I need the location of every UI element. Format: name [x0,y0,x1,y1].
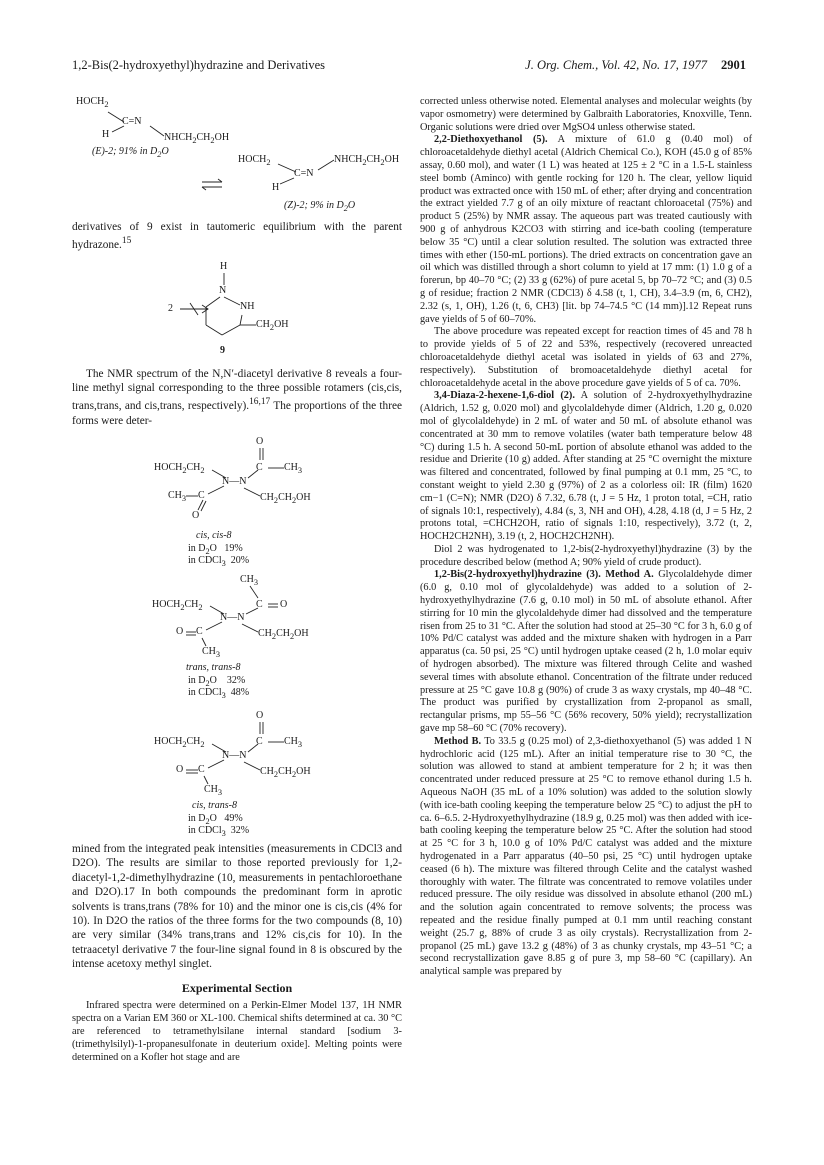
paragraph-integrated-intensities: mined from the integrated peak intensities (measurements in CDCl3 and D2O). The results are similar to those reported previously for 1,2-diacetyl-1,2-dimethylhydrazine (10, measurements in pentachloroethane and D2O).17 In both compounds the predominant form in aprotic solvents is trans,trans (78% for 10) and the minor one is cis,cis (4% for 10). In D2O the ratios of the three forms for the two compounds (8, 10) are very similar (34% trans,trans and 12% cis,cis for 10). In the tetraacetyl derivative 7 the four-line signal found in 8 is obscured by the intense acetoxy methyl singlet. [72,842,402,971]
tt8-o-left: O [176,625,184,637]
tt8-d2o: in $D_2O$ 32% [188,674,246,688]
tt8-hoch2ch2: $HOCH_2CH_2$ [152,598,203,612]
cc8-n-n: N—N [222,475,247,487]
page-number: 2901 [721,58,746,72]
structure-cis-cis-8 [72,436,402,568]
right-column [420,96,752,979]
section-title-experimental: Experimental Section [181,980,293,995]
ct8-cdcl3: in CDCl$_3$ 32% [188,824,250,838]
ct8-d2o: in $D_2O$ 49% [188,812,243,826]
ct8-c-right: C [256,735,263,747]
cc8-o-top: O [256,435,264,447]
cc8-d2o: in $D_2O$ 19% [188,542,243,556]
paragraph-method-a: 1,2-Bis(2-hydroxyethyl)hydrazine (3). Method A. Glycolaldehyde dimer (6.0 g, 0.10 mol of glycolaldehyde) was added to a solution of 2-hydroxyethylhydrazine (7.6 g, 0.10 mol) in 50 mL of absolute ethanol. After stirring for 10 min the glycolaldehyde dimer had dissolved and the temperature risen from 25 to 31 °C. After the solution had stood at 25–30 °C for 3 h, 6.0 g of 10% Pd/C catalyst was added and the mixture shaken with hydrogen in a Parr apparatus (ca. 50 psi, 25 °C) until hydrogen uptake ceased (2 h, 1.0 molar equiv of hydrogen absorbed). The mixture was filtered through Celite and washed several times with absolute ethanol. Concentration of the filtrate under reduced pressure at 25 °C gave 10.8 g (90%) of crude 3 as waxy crystals, mp 40–48 °C. The product was purified by crystallization from 2-propanol as small, rectangular prisms, mp 55–56 °C (56% recovery, 50% yield); recrystallization gave mp 58–60 °C (70% recovery). [420,569,752,735]
paragraph-diol-hydrogenation: Diol 2 was hydrogenated to 1,2-bis(2-hydroxyethyl)hydrazine (3) by the procedure described below (method A; 90% yield of crude product). [420,543,752,568]
z2-caption: (Z)-2; 9% in $D_2O$ [284,200,356,213]
s9-h-label: H [220,260,228,272]
cc8-ch3-right: $CH_3$ [284,461,303,475]
ct8-label: cis, trans-8 [192,799,237,811]
z2-h-label: H [272,182,280,193]
cc8-ch2ch2oh: $CH_2CH_2OH$ [260,491,311,505]
paragraph-nmr-rotamers: The NMR spectrum of the N,N′-diacetyl derivative 8 reveals a four-line methyl signal corresponding to the three possible rotamers (cis,cis, trans,trans, and cis,trans, respectively).$^{16,17}$ The proportions of the three forms were deter- [72,367,402,427]
journal-citation [525,58,746,73]
structure-trans-trans-8 [72,574,402,700]
cc8-ch3-left: $CH_3$ [168,489,187,503]
z2-nhch2ch2oh-label: $NHCH_2CH_2OH$ [334,154,400,167]
paragraph-diethoxyethanol: 2,2-Diethoxyethanol (5). A mixture of 61.0 g (0.40 mol) of chloroacetaldehyde diethyl acetal (Aldrich Chemical Co.), KOH (45.0 g of 85% assay, 0.60 mol), and water (1 L) was heated at 125 ± 2 °C in a 1.5-L stainless steel bomb (Aminco) with gentle rocking for 120 h. The clear, yellow liquid product was extracted once with 150 mL of ether; after drying and concentration the extract yielded 7.7 g of an oily mixture of reactant chloroacetal (75%) and product 5 (25%) by NMR assay. The aqueous part was treated cautiously with 900 g of anhydrous K2CO3 with stirring and ice-bath cooling (temperature below 35 °C) until a clear solution resulted. The solution was extracted three times with ether (150-mL portions). The dried extracts on concentration gave an oil which was distilled through a short column to yield at 17 mm: (1) 1.0 g of a forerun, bp 40–70 °C; (2) 33 g (62%) of pure acetal 5, bp 70–72 °C; and (3) 0.5 g of residue; fraction 2 NMR (CDCl3) δ 4.58 (t, 1, CH), 3.4–3.9 (m, 6, CH2), 2.32 (s, 1, OH), 1.26 (t, 6, CH3) [lit. bp 74–74.5 °C (14 mm)].12 Repeat runs gave yields of 5 of 60–70%. [420,134,752,325]
s9-compound-number: 9 [220,344,225,356]
ct8-ch3-bottom: $CH_3$ [204,783,223,797]
ct8-n-n: N—N [222,749,247,761]
ct8-o-left: O [176,763,184,775]
structure-hydrazone-2 [72,96,402,218]
tt8-ch3-bottom: $CH_3$ [202,645,221,659]
running-title: 1,2-Bis(2-hydroxyethyl)hydrazine and Derivatives [72,58,326,72]
tt8-c-left: C [196,625,203,637]
e2-h-label: H [102,129,110,140]
s9-n-label: N [219,284,227,296]
journal-name: J. Org. Chem., Vol. 42, No. 17, 1977 [525,58,707,72]
cc8-hoch2ch2: $HOCH_2CH_2$ [154,461,205,475]
ring-bonds-9 [72,259,402,363]
tt8-ch3-top: $CH_3$ [240,573,259,587]
cc8-cdcl3: in CDCl$_3$ 20% [188,554,250,568]
running-header [72,58,746,78]
tt8-n-n: N—N [220,611,245,623]
tt8-ch2ch2oh: $CH_2CH_2OH$ [258,627,309,641]
e2-hoch2-label: $HOCH_2$ [76,96,109,109]
s9-ch2oh-label: $CH_2OH$ [256,318,289,332]
structure-cis-trans-8 [72,710,402,836]
left-column [72,96,402,1064]
ct8-o-top: O [256,709,264,721]
paragraph-method-b: Method B. To 33.5 g (0.25 mol) of 2,3-diethoxyethanol (5) was added 1 N hydrochloric acid (125 mL). After an initial temperature rise to 30 °C, the solution was allowed to stand at ambient temperature for 2 h; it was then concentrated under reduced pressure at 25 °C to remove ethanol during 1.5 h. Aqueous NaOH (35 mL of a 10% solution) was added to the solution slowly (with ice-bath cooling keeping the temperature below 25 °C) to adjust the pH to ca. 6–6.5. 2-Hydroxyethylhydrazine (18.9 g, 0.25 mol) was then added with ice-bath cooling keeping the temperature below 25 °C. After the solution had stood at 25 °C for 3 h, 10.0 g of 10% Pd/C catalyst was added and the mixture hydrogenated in a Parr apparatus (40–50 psi, 25 °C) until hydrogen uptake ceased (6 h). The mixture was filtered through Celite and the catalyst washed thoroughly with water. The filtrate was concentrated to remove volatiles under reduced pressure. The oily residue was dissolved in absolute ethanol (200 mL) and the solution again concentrated to remove solvents; the process was repeated and the residue finally pumped at 0.1 mm until reaching constant weight (25.7 g, 88% of crude 3 as oily crystals). Recrystallization from 2-propanol (25 mL) gave 13.2 g (48%) of 3 as chunky crystals, mp 43–51 °C; a second recrystallization gave 8.85 g of pure 3, mp 58–60 °C (capillary). An analytical sample was prepared by [420,735,752,978]
ct8-ch3-right: $CH_3$ [284,735,303,749]
tt8-c-right: C [256,598,263,610]
ct8-ch2ch2oh: $CH_2CH_2OH$ [260,765,311,779]
s9-nh-label: NH [240,300,255,312]
z2-hoch2-label: $HOCH_2$ [238,154,271,167]
tt8-cdcl3: in CDCl$_3$ 48% [188,686,250,700]
cc8-c-right: C [256,461,263,473]
paragraph-repeat-procedure: The above procedure was repeated except for reaction times of 45 and 78 h to provide yields of 5 of 22 and 53%, respectively (recovered unreacted chloroacetaldehyde diethyl acetal was isolated in yields of 63 and 27%, respectively). Substitution of bromoacetaldehyde diethyl acetal for chloroacetaldehyde acetal in the above procedure gave yields of 5 of ca. 70%. [420,326,752,389]
heading-method-a: 1,2-Bis(2-hydroxyethyl)hydrazine (3). Method A. [434,569,654,581]
tt8-o-right: O [280,598,288,610]
e2-caption: (E)-2; 91% in $D_2O$ [92,146,169,159]
e2-nhch2ch2oh-label: $NHCH_2CH_2OH$ [164,132,230,145]
heading-diethoxyethanol: 2,2-Diethoxyethanol (5). [434,134,548,146]
cc8-o-bottom: O [192,509,200,521]
heading-method-b: Method B. [434,735,482,747]
z2-c-eq-n-label: C=N [294,168,314,179]
ct8-c-left: C [198,763,205,775]
paragraph-analyses: corrected unless otherwise noted. Elemental analyses and molecular weights (by vapor osmometry) were determined by Galbraith Laboratories, Knoxville, Tenn. Organic solutions were dried over MgSO4 unless otherwise stated. [420,96,752,133]
paragraph-instruments: Infrared spectra were determined on a Perkin-Elmer Model 137, 1H NMR spectra on a Varian EM 360 or XL-100. Chemical shifts determined at ca. 30 °C are referenced to tetramethylsilane internal standard [sodium 3-(trimethylsilyl)-1-propanesulfonate in deuterium oxide]. Melting points were determined on a Kofler hot stage and are [72,1000,402,1063]
paragraph-tautomer: derivatives of 9 exist in tautomeric equilibrium with the parent hydrazone.$^{15}$ [72,221,402,252]
ct8-hoch2ch2: $HOCH_2CH_2$ [154,735,205,749]
structure-9 [72,259,402,363]
cc8-c-left: C [198,489,205,501]
paragraph-diaza-hexene-diol: 3,4-Diaza-2-hexene-1,6-diol (2). A solution of 2-hydroxyethylhydrazine (Aldrich, 1.52 g, 0.020 mol) and glycolaldehyde dimer (Aldrich, 1.20 g, 0.020 mol of glycolaldehyde) in 2 mL of water and 50 mL of absolute ethanol was concentrated at 30 mm to remove volatiles (water bath temperature below 48 °C) during 1.5 h. A second 50-mL portion of absolute ethanol was added to the residue and Drierite (10 g) added. After standing at 25 °C overnight the mixture was filtered and concentrated, followed by final pumping at 0.1 mm, 25 °C, to constant weight to yield 2.30 g (97%) of 2 as a colorless oil: IR (film) 1620 cm−1 (C=N); NMR (D2O) δ 7.32, 6.78 (t, J = 5 Hz, 1 proton total, =CH, ratio of signals 10:1, respectively), 4.84 (s, 3, NH and OH), 4.28, 4.18 (d, J = 5 Hz, 2 protons total, =CHCH2OH, ratio of signals 1:10, respectively), 3.72 (t, 2, HOCH2CH2NH), 3.19 (t, 2, HOCH2CH2NH). [420,390,753,543]
tt8-label: trans, trans-8 [186,661,241,673]
heading-diaza-hexene-diol: 3,4-Diaza-2-hexene-1,6-diol (2). [434,390,575,402]
e2-c-eq-n-label: C=N [122,116,142,127]
s9-prefix: 2 [168,302,173,314]
cc8-label: cis, cis-8 [196,529,232,541]
